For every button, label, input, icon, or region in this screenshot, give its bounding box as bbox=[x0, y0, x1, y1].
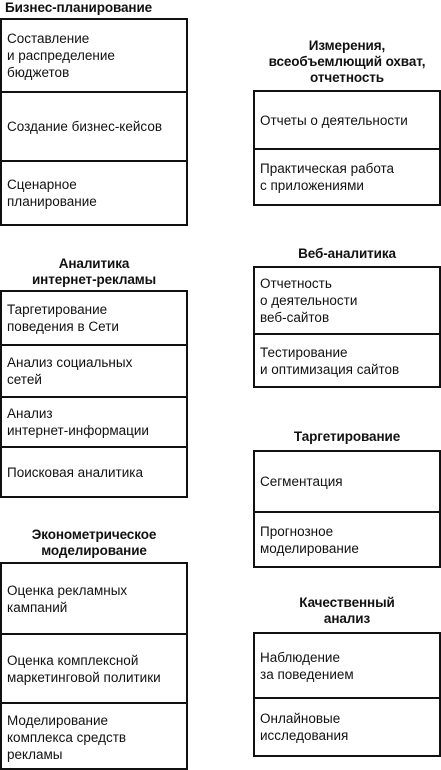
targeting-item: Прогнозное моделирование bbox=[255, 511, 439, 566]
web-analytics-box bbox=[253, 266, 441, 388]
online-ad-analytics-title: Аналитика интернет-рекламы bbox=[31, 256, 157, 287]
online-ad-analytics-box bbox=[0, 290, 188, 498]
measurement-item: Отчеты о деятельности bbox=[260, 112, 408, 128]
qualitative-analysis-title: Качественный анализ bbox=[299, 595, 395, 626]
web-analytics-item: Тестирование и оптимизация сайтов bbox=[255, 333, 439, 386]
econometric-modeling-title: Эконометрическое моделирование bbox=[31, 527, 157, 558]
business-planning-item: Составление и распределение бюджетов bbox=[7, 31, 115, 80]
web-analytics-title: Веб-аналитика bbox=[298, 246, 396, 261]
online-ad-analytics-item: Анализ интернет-информации bbox=[2, 396, 186, 446]
econometric-modeling-item: Оценка рекламных кампаний bbox=[7, 582, 128, 615]
econometric-modeling-item: Оценка комплексной маркетинговой политики bbox=[2, 633, 186, 702]
online-ad-analytics-item: Поисковая аналитика bbox=[2, 446, 186, 496]
targeting-box bbox=[253, 450, 441, 568]
business-planning-box bbox=[0, 18, 188, 226]
measurement-box bbox=[253, 90, 441, 206]
measurement-item: Практическая работа с приложениями bbox=[255, 148, 439, 204]
business-planning-title: Бизнес-планирование bbox=[5, 0, 153, 15]
business-planning-item: Сценарное планирование bbox=[2, 160, 186, 224]
online-ad-analytics-item: Таргетирование поведения в Сети bbox=[7, 302, 119, 334]
online-ad-analytics-item: Анализ социальных сетей bbox=[2, 344, 186, 396]
business-planning-item: Создание бизнес-кейсов bbox=[2, 91, 186, 160]
qualitative-analysis-item: Онлайновые исследования bbox=[255, 697, 439, 755]
qualitative-analysis-item: Наблюдение за поведением bbox=[260, 649, 354, 682]
web-analytics-item: Отчетность о деятельности веб-сайтов bbox=[260, 276, 358, 325]
qualitative-analysis-box bbox=[253, 632, 441, 757]
measurement-title: Измерения, всеобъемлющий охват, отчетность bbox=[268, 38, 426, 85]
targeting-title: Таргетирование bbox=[293, 429, 401, 444]
econometric-modeling-box bbox=[0, 562, 188, 770]
targeting-item: Сегментация bbox=[260, 474, 343, 489]
econometric-modeling-item: Моделирование комплекса средств рекламы bbox=[2, 702, 186, 770]
